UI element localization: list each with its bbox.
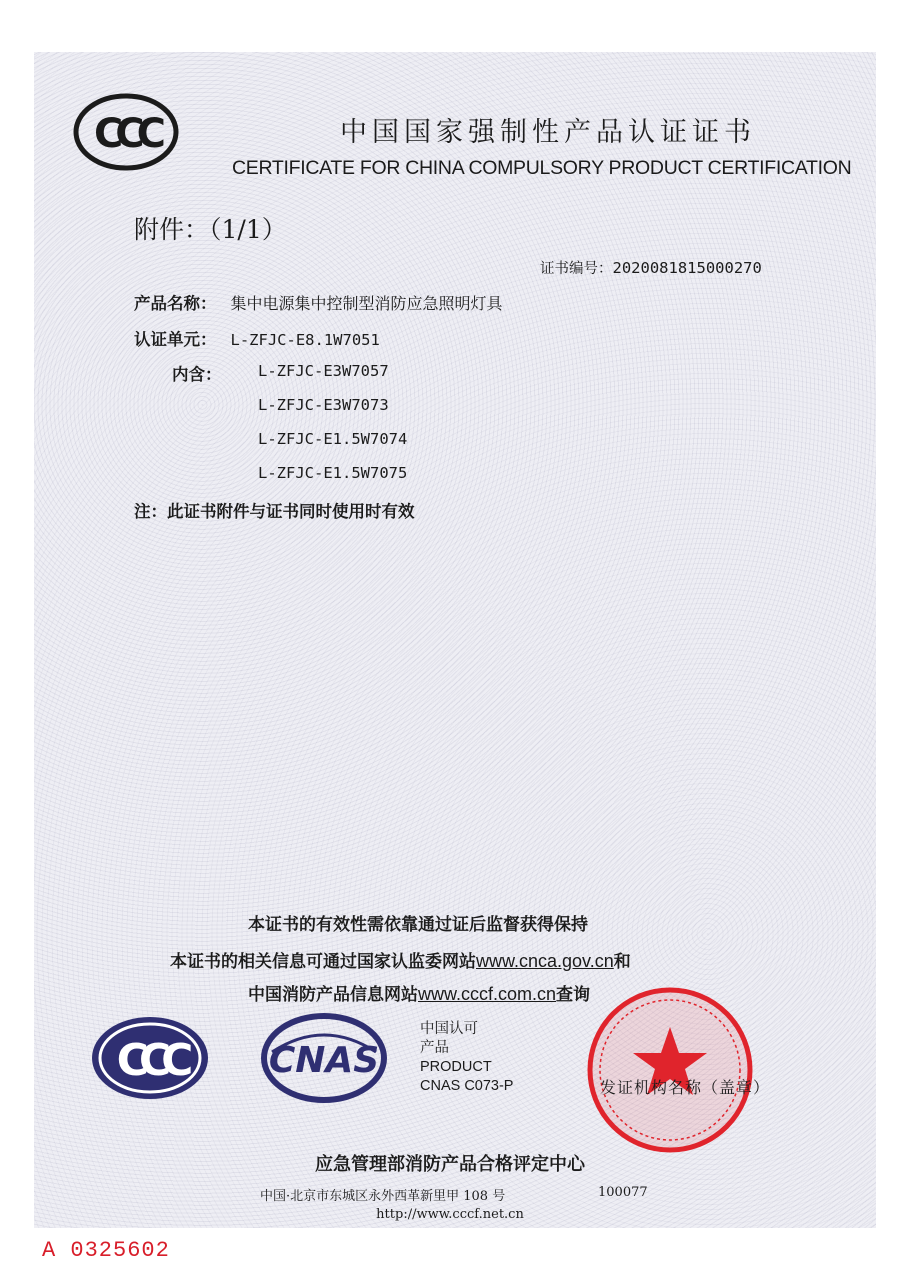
- validity-line-2: [170, 947, 631, 972]
- official-seal: [585, 985, 755, 1155]
- validity-line-2-suffix: 和: [613, 952, 631, 972]
- svg-text:CCC: CCC: [116, 1035, 184, 1086]
- attachment-label: 附件：（1/1）: [134, 215, 287, 244]
- serial-number: A 0325602: [42, 1238, 170, 1263]
- contains-item: L-ZFJC-E1.5W7074: [258, 430, 408, 448]
- contains-label: 内含：: [172, 365, 222, 384]
- product-value: 集中电源集中控制型消防应急照明灯具: [230, 294, 503, 313]
- unit-row: [134, 326, 380, 350]
- issuing-center-name: 应急管理部消防产品合格评定中心: [315, 1154, 585, 1175]
- svg-text:CCC: CCC: [93, 111, 159, 157]
- validity-note: 注：此证书附件与证书同时使用时有效: [134, 502, 415, 521]
- ccc-logo-small: [72, 92, 180, 172]
- issuer-label: 发证机构名称（盖章）: [600, 1078, 771, 1097]
- cccf-link[interactable]: www.cccf.com.cn: [418, 984, 557, 1004]
- cnas-accreditation-text: [420, 1020, 513, 1096]
- unit-label: 认证单元：: [134, 330, 217, 349]
- footer-website: http://www.cccf.net.cn: [376, 1207, 524, 1222]
- cert-number-value: 2020081815000270: [612, 259, 762, 277]
- cnas-logo: [258, 1012, 390, 1104]
- validity-line-3: [248, 980, 590, 1005]
- cnas-text-line: PRODUCT: [420, 1059, 492, 1075]
- contains-item: L-ZFJC-E3W7073: [258, 396, 389, 414]
- postcode: 100077: [598, 1185, 648, 1200]
- cert-number-label: 证书编号：: [540, 261, 613, 277]
- product-row: [134, 290, 503, 314]
- cnas-text-line: CNAS C073-P: [420, 1078, 514, 1094]
- cnca-link[interactable]: www.cnca.gov.cn: [476, 951, 614, 971]
- title-cn: 中国国家强制性产品认证证书: [340, 117, 756, 148]
- cert-number: [540, 257, 762, 278]
- contains-item: L-ZFJC-E3W7057: [258, 362, 389, 380]
- svg-text:CNAS: CNAS: [268, 1040, 380, 1081]
- cnas-text-line: 中国认可: [420, 1021, 478, 1037]
- contains-item: L-ZFJC-E1.5W7075: [258, 464, 408, 482]
- title-en: CERTIFICATE FOR CHINA COMPULSORY PRODUCT CERTIFICATION: [232, 157, 852, 179]
- product-label: 产品名称：: [134, 294, 217, 313]
- unit-value: L-ZFJC-E8.1W7051: [230, 331, 380, 349]
- validity-line-1: 本证书的有效性需依靠通过证后监督获得保持: [248, 915, 588, 935]
- address: 中国·北京市东城区永外西革新里甲 108 号: [260, 1189, 506, 1204]
- validity-line-2-prefix: 本证书的相关信息可通过国家认监委网站: [170, 952, 476, 972]
- validity-line-3-prefix: 中国消防产品信息网站: [248, 985, 418, 1005]
- validity-line-3-suffix: 查询: [556, 985, 591, 1005]
- cnas-text-line: 产品: [420, 1040, 449, 1056]
- ccc-logo: [90, 1015, 210, 1101]
